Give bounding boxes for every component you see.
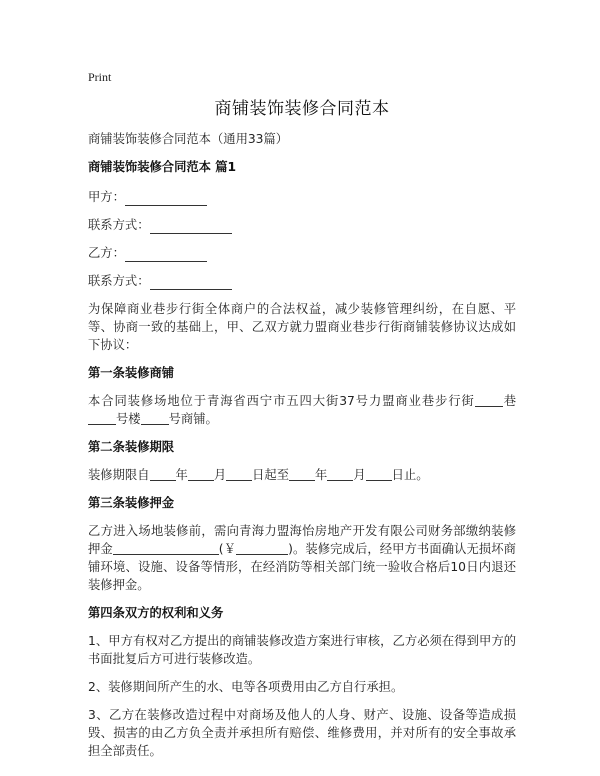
article-1-heading: 第一条装修商铺 <box>88 366 175 380</box>
article-3-heading: 第三条装修押金 <box>88 496 175 510</box>
article-1-text: 本合同装修场地位于青海省西宁市五四大街37号力盟商业巷步行街 巷号楼 号商铺。 <box>88 394 516 426</box>
party-b-blank[interactable] <box>125 247 207 262</box>
end-day-blank[interactable] <box>366 467 392 481</box>
party-a-field <box>88 188 516 206</box>
deposit-words-blank[interactable] <box>113 541 219 555</box>
print-label[interactable]: Print <box>88 70 112 84</box>
article-2-text: 装修期限自 年 月 日起至 年 月 日止。 <box>88 468 429 482</box>
party-a-contact-field <box>88 216 516 234</box>
start-year-blank[interactable] <box>150 467 176 481</box>
party-a-label: 甲方： <box>88 190 125 204</box>
start-day-blank[interactable] <box>226 467 252 481</box>
start-month-blank[interactable] <box>188 467 214 481</box>
lane-blank[interactable] <box>475 393 503 407</box>
shop-number-blank[interactable] <box>141 411 169 425</box>
document-subtitle: 商铺装饰装修合同范本（通用33篇） <box>88 132 289 146</box>
party-a-contact-blank[interactable] <box>150 219 232 234</box>
deposit-amount-blank[interactable] <box>236 541 288 555</box>
article-4-item-2: 2、装修期间所产生的水、电等各项费用由乙方自行承担。 <box>88 680 404 694</box>
article-4-heading: 第四条双方的权利和义务 <box>88 606 224 620</box>
number-blank[interactable] <box>88 411 116 425</box>
end-month-blank[interactable] <box>327 467 353 481</box>
section-heading: 商铺装饰装修合同范本 篇1 <box>88 160 237 174</box>
document-title: 商铺装饰装修合同范本 <box>214 99 390 119</box>
end-year-blank[interactable] <box>289 467 315 481</box>
article-4-item-1: 1、甲方有权对乙方提出的商铺装修改造方案进行审核，乙方必须在得到甲方的书面批复后方可进行装修改造。 <box>88 634 516 666</box>
intro-paragraph: 为保障商业巷步行街全体商户的合法权益，减少装修管理纠纷，在自愿、平等、协商一致的基础上，甲、乙双方就力盟商业巷步行街商铺装修协议达成如下协议： <box>88 302 516 352</box>
document-content <box>88 70 516 768</box>
article-4-item-3: 3、乙方在装修改造过程中对商场及他人的人身、财产、设施、设备等造成损毁、损害的由乙方负全责并承担所有赔偿、维修费用，并对所有的安全事故承担全部责任。 <box>88 708 516 758</box>
party-b-contact-field <box>88 272 516 290</box>
party-b-label: 乙方： <box>88 246 125 260</box>
party-a-contact-label: 联系方式： <box>88 218 150 232</box>
article-2-heading: 第二条装修期限 <box>88 440 175 454</box>
party-b-field <box>88 244 516 262</box>
party-a-blank[interactable] <box>125 191 207 206</box>
article-3-text: 乙方进入场地装修前，需向青海力盟海怡房地产开发有限公司财务部缴纳装修押金 (￥ )。装修完成后，经甲方书面确认无损坏商铺环境、设施、设备等情形，在经消防等相关部门统一验收合格后10日内退还装修押金。 <box>88 524 516 592</box>
party-b-contact-label: 联系方式： <box>88 274 150 288</box>
party-b-contact-blank[interactable] <box>150 275 232 290</box>
